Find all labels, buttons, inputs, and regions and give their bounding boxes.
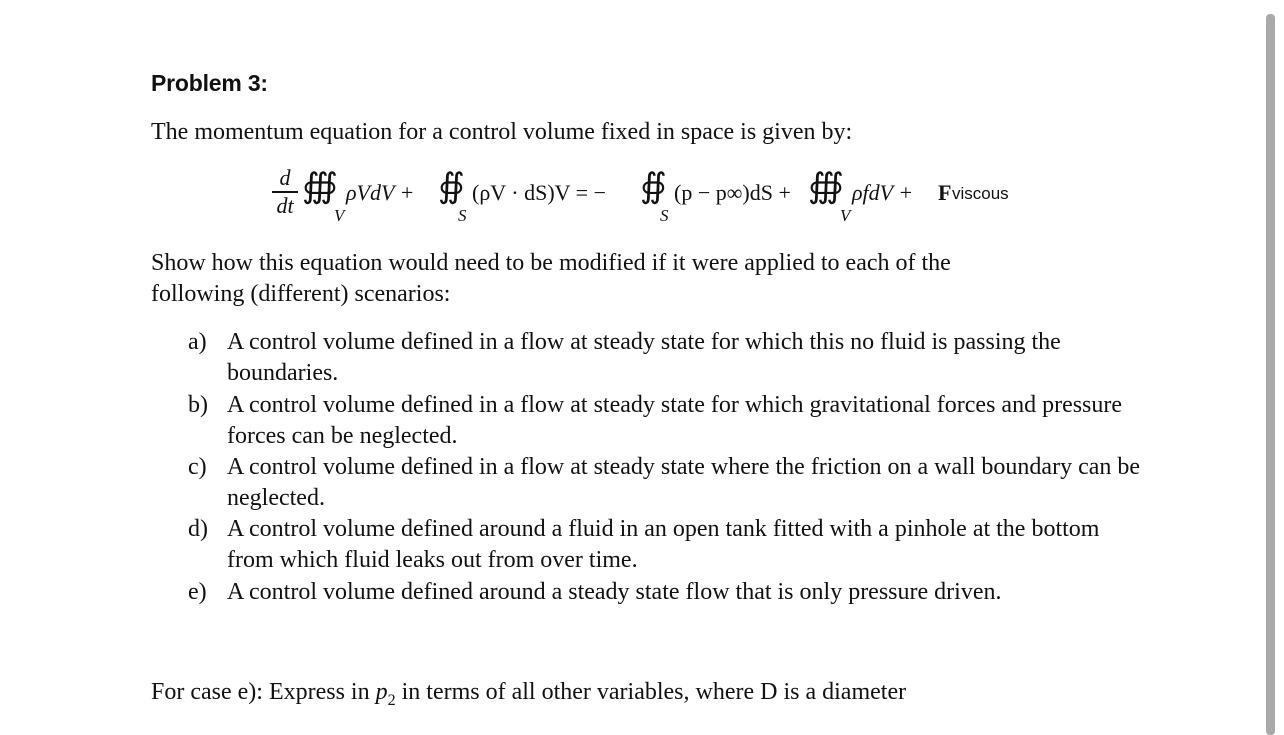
list-marker: d) [188, 516, 208, 542]
instructions-paragraph [151, 248, 951, 310]
instructions-line-2: following (different) scenarios: [151, 281, 451, 307]
scenario-list [188, 327, 1148, 608]
equation-term-3: (p − p∞)dS + [674, 180, 791, 205]
instructions-line-1: Show how this equation would need to be modified if it were applied to each of the [151, 250, 951, 276]
list-item-text: A control volume defined around a steady state flow that is only pressure driven. [227, 579, 1002, 605]
list-item [188, 452, 1148, 514]
footer-question [151, 677, 906, 716]
intro-text: The momentum equation for a control volume fixed in space is given by: [151, 119, 853, 145]
list-item-text: A control volume defined in a flow at steady state for which this no fluid is passing the boundaries. [227, 329, 1061, 386]
surface-integral-2: ∯ [640, 168, 667, 205]
volume-subscript-1: V [334, 206, 345, 225]
equation-term-2: (ρV · dS)V = − [472, 180, 606, 205]
viscous-force-symbol: F [938, 180, 952, 205]
volume-integral-2: ∰ [808, 168, 844, 205]
problem-heading: Problem 3: [151, 70, 268, 96]
vertical-scrollbar[interactable] [1266, 14, 1275, 735]
footer-suffix: in terms of all other variables, where D is a diameter [395, 679, 907, 705]
surface-integral-1: ∯ [438, 168, 465, 205]
footer-prefix: For case e): Express in [151, 679, 376, 705]
list-item [188, 327, 1148, 389]
list-item [188, 577, 1148, 608]
momentum-equation [272, 162, 1032, 234]
list-item-text: A control volume defined in a flow at steady state where the friction on a wall boundary can be neglected. [227, 454, 1141, 511]
surface-subscript-1: S [458, 206, 467, 225]
list-item-text: A control volume defined in a flow at steady state for which gravitational forces and pressure forces can be neglected. [227, 392, 1123, 449]
list-marker: a) [188, 329, 207, 355]
derivative-fraction [272, 166, 298, 218]
list-item [188, 390, 1148, 452]
list-item [188, 514, 1148, 576]
list-item-text: A control volume defined around a fluid in an open tank fitted with a pinhole at the bottom from which fluid leaks out from over time. [227, 516, 1100, 573]
surface-subscript-2: S [660, 206, 669, 225]
footer-variable-subscript: 2 [387, 692, 396, 709]
viscous-subscript: viscous [952, 184, 1009, 203]
list-marker: b) [188, 392, 208, 418]
fraction-denominator: dt [276, 192, 294, 218]
equation-term-4: ρfdV + [852, 180, 914, 205]
volume-subscript-2: V [840, 206, 851, 225]
volume-integral-1: ∰ [302, 168, 338, 205]
fraction-numerator: d [279, 165, 291, 190]
footer-variable: p [375, 679, 388, 705]
list-marker: c) [188, 454, 207, 480]
equation-term-1: ρVdV + [346, 180, 415, 205]
list-marker: e) [188, 579, 207, 605]
